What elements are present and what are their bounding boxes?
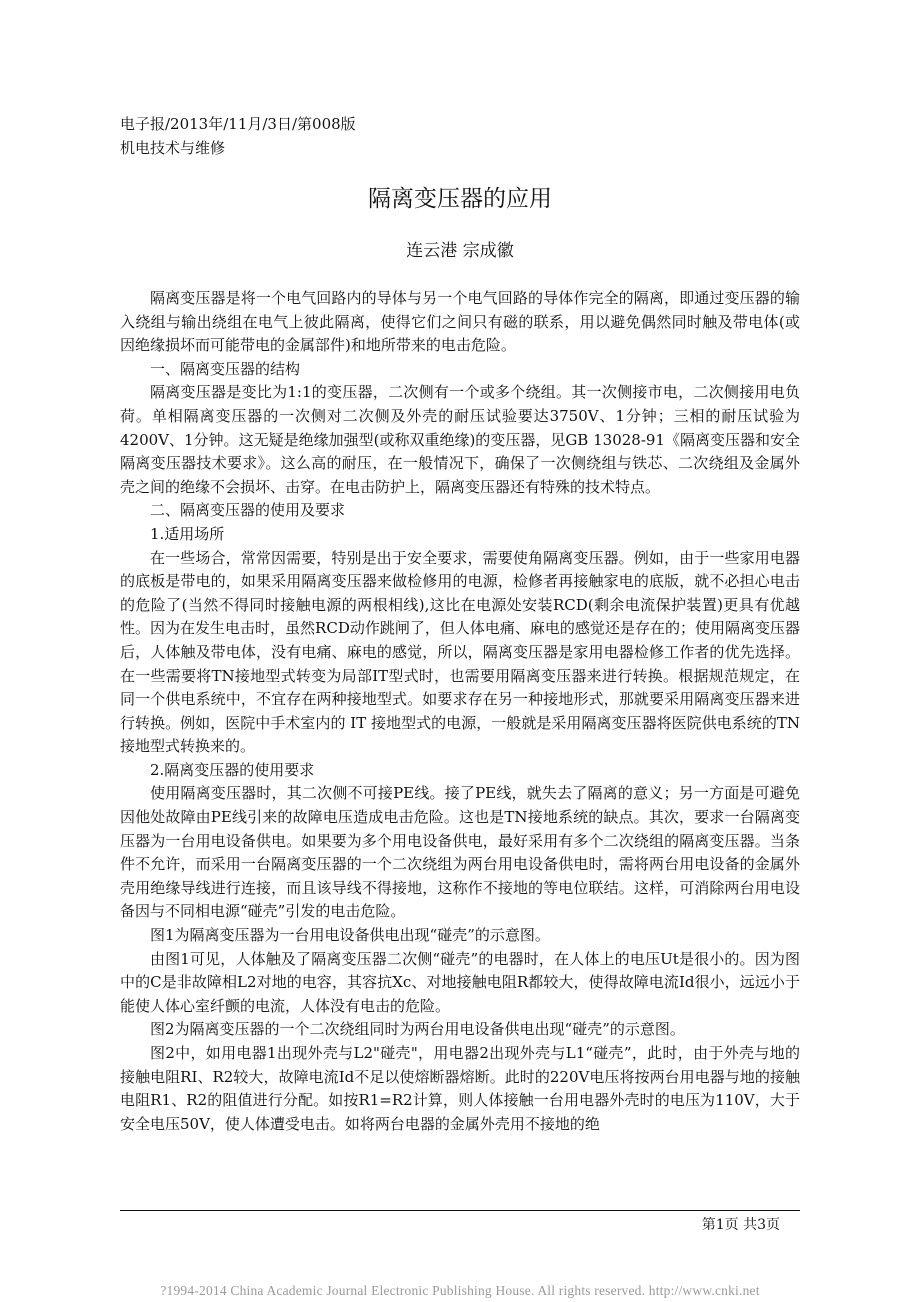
paragraph: 由图1可见，人体触及了隔离变压器二次侧“碰壳”的电器时，在人体上的电压Ut是很小的。因为图中的C是非故障相L2对地的电容，其容抗Xc、对地接触电阻R都较大，使得故障电流Id很小，远远小于能使人体心室纤颤的电流，人体没有电击的危险。 <box>120 949 800 1015</box>
paragraph: 隔离变压器是将一个电气回路内的导体与另一个电气回路的导体作完全的隔离，即通过变压器的输入绕组与输出绕组在电气上彼此隔离，使得它们之间只有磁的联系，用以避免偶然同时触及带电体(或因绝缘损坏而可能带电的金属部件)和地所带来的电击危险。 <box>120 289 800 355</box>
section-heading: 一、隔离变压器的结构 <box>150 359 301 378</box>
subsection-heading: 1.适用场所 <box>150 524 225 543</box>
page-number: 第1页 共3页 <box>701 1217 780 1233</box>
paragraph: 图2中，如用电器1出现外壳与L2"碰壳"，用电器2出现外壳与L1“碰壳”，此时，由于外壳与地的接触电阻RI、R2较大，故障电流Id不足以使熔断器熔断。此时的220V电压将按两台用电器与地的接触电阻R1、R2的阻值进行分配。如按R1=R2计算，则人体接触一台用电器外壳时的电压为110V，大于安全电压50V，使人体遭受电击。如将两台电器的金属外壳用不接地的绝 <box>120 1044 800 1133</box>
subsection-heading: 2.隔离变压器的使用要求 <box>150 760 315 779</box>
copyright-footer: ?1994-2014 China Academic Journal Electronic Publishing House. All rights reserved. http://www.cnki.net <box>160 1283 760 1298</box>
article-body <box>120 287 800 1136</box>
column-name: 机电技术与维修 <box>120 139 226 157</box>
paragraph: 图1为隔离变压器为一台用电设备供电出现“碰壳”的示意图。 <box>150 926 550 945</box>
article-author: 连云港 宗成徽 <box>406 241 514 261</box>
footer-divider <box>120 1210 800 1211</box>
section-heading: 二、隔离变压器的使用及要求 <box>150 501 346 520</box>
paragraph: 在一些场合，常常因需要，特别是出于安全要求，需要使角隔离变压器。例如，由于一些家用电器的底板是带电的，如果采用隔离变压器来做检修用的电源，检修者再接触家电的底版，就不必担心电击的危险了(当然不得同时接触电源的两根相线),这比在电源处安装RCD(剩余电流保护装置)更具有优越性。因为在发生电击时，虽然RCD动作跳闸了，但人体电痛、麻电的感觉还是存在的；使用隔离变压器后，人体触及带电体，没有电痛、麻电的感觉，所以，隔离变压器是家用电器检修工作者的优先选择。在一些需要将TN接地型式转变为局部IT型式时，也需要用隔离变压器来进行转换。根据规范规定，在同一个供电系统中，不宜存在两种接地型式。如要求存在另一种接地形式，那就要采用隔离变压器来进行转换。例如，医院中手术室内的 IT 接地型式的电源，一般就是采用隔离变压器将医院供电系统的TN接地型式转换来的。 <box>120 548 800 756</box>
paragraph: 使用隔离变压器时，其二次侧不可接PE线。接了PE线，就失去了隔离的意义；另一方面是可避免因他处故障由PE线引来的故障电压造成电击危险。这也是TN接地系统的缺点。其次，要求一台隔离变压器为一台用电设备供电。如果要为多个用电设备供电，最好采用有多个二次绕组的隔离变压器。当条件不允许，而采用一台隔离变压器的一个二次绕组为两台用电设备供电时，需将两台用电设备的金属外壳用绝缘导线进行连接，而且该导线不得接地，这称作不接地的等电位联结。这样，可消除两台用电设备因与不同相电源“碰壳”引发的电击危险。 <box>120 784 800 921</box>
article-title: 隔离变压器的应用 <box>368 186 552 212</box>
paragraph: 图2为隔离变压器的一个二次绕组同时为两台用电设备供电出现“碰壳”的示意图。 <box>150 1020 685 1039</box>
paragraph: 隔离变压器是变比为1:1的变压器，二次侧有一个或多个绕组。其一次侧接市电，二次侧接用电负荷。单相隔离变压器的一次侧对二次侧及外壳的耐压试验要达3750V、1分钟；三相的耐压试验为4200V、1分钟。这无疑是绝缘加强型(或称双重绝缘)的变压器，见GB 13028-91《隔离变压器和安全隔离变压器技术要求》。这么高的耐压，在一般情况下，确保了一次侧绕组与铁芯、二次绕组及金属外壳之间的绝缘不会损坏、击穿。在电击防护上，隔离变压器还有特殊的技术特点。 <box>120 383 800 496</box>
publication-source: 电子报/2013年/11月/3日/第008版 <box>120 115 356 133</box>
